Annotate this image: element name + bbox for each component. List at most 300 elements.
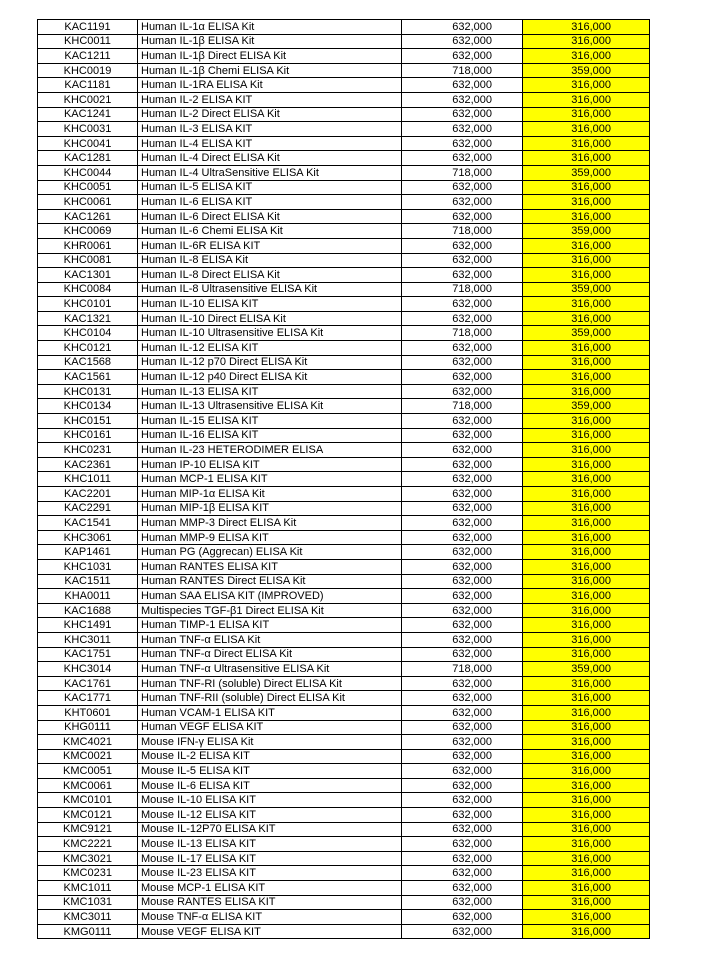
product-code-cell: KAC1688 xyxy=(38,603,138,618)
table-row xyxy=(38,749,650,764)
list-price-cell: 632,000 xyxy=(402,705,523,720)
table-row xyxy=(38,370,650,385)
product-code-cell: KAC1541 xyxy=(38,516,138,531)
table-row xyxy=(38,63,650,78)
product-name-cell: Human TNF-RI (soluble) Direct ELISA Kit xyxy=(138,676,402,691)
sale-price-cell: 316,000 xyxy=(523,311,650,326)
table-row xyxy=(38,808,650,823)
sale-price-cell: 316,000 xyxy=(523,530,650,545)
product-name-cell: Mouse IL-10 ELISA KIT xyxy=(138,793,402,808)
product-code-cell: KHC0041 xyxy=(38,136,138,151)
table-row xyxy=(38,311,650,326)
product-code-cell: KAP1461 xyxy=(38,545,138,560)
sale-price-cell: 316,000 xyxy=(523,632,650,647)
sale-price-cell: 359,000 xyxy=(523,282,650,297)
sale-price-cell: 316,000 xyxy=(523,516,650,531)
product-name-cell: Human MMP-3 Direct ELISA Kit xyxy=(138,516,402,531)
sale-price-cell: 316,000 xyxy=(523,574,650,589)
product-name-cell: Human IL-1α ELISA Kit xyxy=(138,20,402,35)
product-name-cell: Human IL-1RA ELISA Kit xyxy=(138,78,402,93)
sale-price-cell: 316,000 xyxy=(523,837,650,852)
table-row xyxy=(38,297,650,312)
table-row xyxy=(38,910,650,925)
sale-price-cell: 359,000 xyxy=(523,662,650,677)
sale-price-cell: 316,000 xyxy=(523,49,650,64)
table-row xyxy=(38,866,650,881)
table-row xyxy=(38,851,650,866)
price-table-body xyxy=(38,20,650,939)
sale-price-cell: 316,000 xyxy=(523,297,650,312)
product-name-cell: Human IL-2 Direct ELISA Kit xyxy=(138,107,402,122)
sale-price-cell: 316,000 xyxy=(523,735,650,750)
product-name-cell: Human TNF-α Ultrasensitive ELISA Kit xyxy=(138,662,402,677)
list-price-cell: 632,000 xyxy=(402,793,523,808)
product-name-cell: Human MIP-1α ELISA Kit xyxy=(138,487,402,502)
product-name-cell: Human TNF-RII (soluble) Direct ELISA Kit xyxy=(138,691,402,706)
table-row xyxy=(38,647,650,662)
list-price-cell: 632,000 xyxy=(402,895,523,910)
table-row xyxy=(38,501,650,516)
product-code-cell: KAC1761 xyxy=(38,676,138,691)
product-code-cell: KAC1211 xyxy=(38,49,138,64)
product-code-cell: KHC1031 xyxy=(38,559,138,574)
sale-price-cell: 316,000 xyxy=(523,851,650,866)
table-row xyxy=(38,268,650,283)
sale-price-cell: 316,000 xyxy=(523,122,650,137)
product-name-cell: Human VEGF ELISA KIT xyxy=(138,720,402,735)
list-price-cell: 632,000 xyxy=(402,180,523,195)
product-name-cell: Mouse IL-17 ELISA KIT xyxy=(138,851,402,866)
product-code-cell: KHC0101 xyxy=(38,297,138,312)
product-name-cell: Mouse IL-6 ELISA KIT xyxy=(138,778,402,793)
list-price-cell: 632,000 xyxy=(402,238,523,253)
product-code-cell: KHC0104 xyxy=(38,326,138,341)
product-code-cell: KMC1031 xyxy=(38,895,138,910)
product-name-cell: Human IL-13 Ultrasensitive ELISA Kit xyxy=(138,399,402,414)
product-code-cell: KHC0011 xyxy=(38,34,138,49)
product-name-cell: Human IL-5 ELISA KIT xyxy=(138,180,402,195)
list-price-cell: 632,000 xyxy=(402,589,523,604)
sale-price-cell: 316,000 xyxy=(523,749,650,764)
list-price-cell: 632,000 xyxy=(402,34,523,49)
list-price-cell: 632,000 xyxy=(402,632,523,647)
list-price-cell: 632,000 xyxy=(402,107,523,122)
sale-price-cell: 316,000 xyxy=(523,618,650,633)
list-price-cell: 632,000 xyxy=(402,297,523,312)
product-name-cell: Human RANTES ELISA KIT xyxy=(138,559,402,574)
list-price-cell: 632,000 xyxy=(402,268,523,283)
sale-price-cell: 316,000 xyxy=(523,34,650,49)
list-price-cell: 632,000 xyxy=(402,866,523,881)
product-code-cell: KHC3011 xyxy=(38,632,138,647)
list-price-cell: 632,000 xyxy=(402,530,523,545)
product-code-cell: KMG0111 xyxy=(38,924,138,939)
table-row xyxy=(38,253,650,268)
sale-price-cell: 316,000 xyxy=(523,355,650,370)
table-row xyxy=(38,778,650,793)
sale-price-cell: 316,000 xyxy=(523,895,650,910)
table-row xyxy=(38,355,650,370)
list-price-cell: 632,000 xyxy=(402,122,523,137)
product-name-cell: Human IP-10 ELISA KIT xyxy=(138,457,402,472)
product-name-cell: Human IL-6 Direct ELISA Kit xyxy=(138,209,402,224)
list-price-cell: 632,000 xyxy=(402,78,523,93)
list-price-cell: 632,000 xyxy=(402,370,523,385)
list-price-cell: 632,000 xyxy=(402,749,523,764)
product-name-cell: Mouse MCP-1 ELISA KIT xyxy=(138,881,402,896)
product-code-cell: KMC0121 xyxy=(38,808,138,823)
table-row xyxy=(38,516,650,531)
sale-price-cell: 316,000 xyxy=(523,253,650,268)
list-price-cell: 632,000 xyxy=(402,516,523,531)
product-code-cell: KMC0021 xyxy=(38,749,138,764)
product-name-cell: Mouse IL-23 ELISA KIT xyxy=(138,866,402,881)
sale-price-cell: 316,000 xyxy=(523,443,650,458)
product-name-cell: Human IL-10 ELISA KIT xyxy=(138,297,402,312)
price-table xyxy=(37,19,650,939)
table-row xyxy=(38,618,650,633)
product-code-cell: KHC0061 xyxy=(38,195,138,210)
sale-price-cell: 316,000 xyxy=(523,559,650,574)
product-code-cell: KAC1321 xyxy=(38,311,138,326)
product-code-cell: KHC0019 xyxy=(38,63,138,78)
sale-price-cell: 316,000 xyxy=(523,20,650,35)
sale-price-cell: 316,000 xyxy=(523,691,650,706)
list-price-cell: 718,000 xyxy=(402,224,523,239)
sale-price-cell: 359,000 xyxy=(523,399,650,414)
product-name-cell: Mouse IL-12 ELISA KIT xyxy=(138,808,402,823)
table-row xyxy=(38,764,650,779)
table-row xyxy=(38,49,650,64)
product-code-cell: KMC0061 xyxy=(38,778,138,793)
list-price-cell: 632,000 xyxy=(402,618,523,633)
table-row xyxy=(38,136,650,151)
table-row xyxy=(38,180,650,195)
list-price-cell: 632,000 xyxy=(402,487,523,502)
product-code-cell: KAC1751 xyxy=(38,647,138,662)
product-code-cell: KHC0044 xyxy=(38,165,138,180)
product-code-cell: KAC1281 xyxy=(38,151,138,166)
product-code-cell: KAC1261 xyxy=(38,209,138,224)
table-row xyxy=(38,443,650,458)
product-name-cell: Human IL-10 Ultrasensitive ELISA Kit xyxy=(138,326,402,341)
sale-price-cell: 316,000 xyxy=(523,808,650,823)
product-name-cell: Mouse IL-12P70 ELISA KIT xyxy=(138,822,402,837)
product-code-cell: KAC1241 xyxy=(38,107,138,122)
table-row xyxy=(38,691,650,706)
product-code-cell: KAC2361 xyxy=(38,457,138,472)
product-name-cell: Human IL-3 ELISA KIT xyxy=(138,122,402,137)
table-row xyxy=(38,122,650,137)
list-price-cell: 632,000 xyxy=(402,501,523,516)
sale-price-cell: 316,000 xyxy=(523,78,650,93)
product-name-cell: Mouse TNF-α ELISA KIT xyxy=(138,910,402,925)
table-row xyxy=(38,472,650,487)
list-price-cell: 632,000 xyxy=(402,851,523,866)
table-row xyxy=(38,924,650,939)
product-code-cell: KHC0031 xyxy=(38,122,138,137)
sale-price-cell: 359,000 xyxy=(523,224,650,239)
list-price-cell: 718,000 xyxy=(402,165,523,180)
product-name-cell: Human MCP-1 ELISA KIT xyxy=(138,472,402,487)
product-name-cell: Human IL-10 Direct ELISA Kit xyxy=(138,311,402,326)
table-row xyxy=(38,559,650,574)
table-row xyxy=(38,399,650,414)
product-name-cell: Mouse IL-2 ELISA KIT xyxy=(138,749,402,764)
product-name-cell: Multispecies TGF-β1 Direct ELISA Kit xyxy=(138,603,402,618)
table-row xyxy=(38,837,650,852)
sale-price-cell: 316,000 xyxy=(523,720,650,735)
list-price-cell: 632,000 xyxy=(402,837,523,852)
table-row xyxy=(38,195,650,210)
product-code-cell: KAC2291 xyxy=(38,501,138,516)
product-name-cell: Human IL-6R ELISA KIT xyxy=(138,238,402,253)
table-row xyxy=(38,282,650,297)
table-row xyxy=(38,574,650,589)
list-price-cell: 632,000 xyxy=(402,559,523,574)
product-code-cell: KAC1561 xyxy=(38,370,138,385)
sale-price-cell: 316,000 xyxy=(523,647,650,662)
sale-price-cell: 359,000 xyxy=(523,326,650,341)
table-row xyxy=(38,384,650,399)
sale-price-cell: 316,000 xyxy=(523,910,650,925)
table-row xyxy=(38,632,650,647)
product-name-cell: Mouse IL-13 ELISA KIT xyxy=(138,837,402,852)
table-row xyxy=(38,720,650,735)
sale-price-cell: 316,000 xyxy=(523,501,650,516)
list-price-cell: 632,000 xyxy=(402,136,523,151)
sale-price-cell: 316,000 xyxy=(523,136,650,151)
sale-price-cell: 316,000 xyxy=(523,881,650,896)
product-code-cell: KHC0161 xyxy=(38,428,138,443)
list-price-cell: 632,000 xyxy=(402,355,523,370)
list-price-cell: 632,000 xyxy=(402,808,523,823)
table-row xyxy=(38,326,650,341)
product-name-cell: Mouse IFN-γ ELISA Kit xyxy=(138,735,402,750)
table-row xyxy=(38,151,650,166)
product-code-cell: KHC0151 xyxy=(38,414,138,429)
list-price-cell: 718,000 xyxy=(402,326,523,341)
list-price-cell: 632,000 xyxy=(402,443,523,458)
table-row xyxy=(38,238,650,253)
product-name-cell: Human IL-13 ELISA KIT xyxy=(138,384,402,399)
product-name-cell: Human IL-4 ELISA KIT xyxy=(138,136,402,151)
sale-price-cell: 316,000 xyxy=(523,705,650,720)
product-name-cell: Human PG (Aggrecan) ELISA Kit xyxy=(138,545,402,560)
sale-price-cell: 316,000 xyxy=(523,545,650,560)
product-name-cell: Human TIMP-1 ELISA KIT xyxy=(138,618,402,633)
product-name-cell: Human IL-8 ELISA Kit xyxy=(138,253,402,268)
product-name-cell: Human IL-6 Chemi ELISA Kit xyxy=(138,224,402,239)
table-row xyxy=(38,895,650,910)
list-price-cell: 632,000 xyxy=(402,778,523,793)
product-code-cell: KHC0131 xyxy=(38,384,138,399)
list-price-cell: 632,000 xyxy=(402,209,523,224)
sale-price-cell: 359,000 xyxy=(523,63,650,78)
product-code-cell: KHC0069 xyxy=(38,224,138,239)
product-code-cell: KAC1191 xyxy=(38,20,138,35)
list-price-cell: 632,000 xyxy=(402,49,523,64)
sale-price-cell: 316,000 xyxy=(523,924,650,939)
product-name-cell: Human IL-23 HETERODIMER ELISA xyxy=(138,443,402,458)
product-name-cell: Human IL-16 ELISA KIT xyxy=(138,428,402,443)
list-price-cell: 632,000 xyxy=(402,414,523,429)
table-row xyxy=(38,341,650,356)
sale-price-cell: 316,000 xyxy=(523,589,650,604)
product-name-cell: Human IL-8 Ultrasensitive ELISA Kit xyxy=(138,282,402,297)
table-row xyxy=(38,165,650,180)
product-code-cell: KHC3061 xyxy=(38,530,138,545)
list-price-cell: 632,000 xyxy=(402,92,523,107)
sale-price-cell: 316,000 xyxy=(523,822,650,837)
table-row xyxy=(38,662,650,677)
product-name-cell: Human IL-12 p40 Direct ELISA Kit xyxy=(138,370,402,385)
product-code-cell: KAC1511 xyxy=(38,574,138,589)
product-code-cell: KMC4021 xyxy=(38,735,138,750)
sale-price-cell: 316,000 xyxy=(523,370,650,385)
table-row xyxy=(38,209,650,224)
table-row xyxy=(38,107,650,122)
product-code-cell: KMC0051 xyxy=(38,764,138,779)
sale-price-cell: 359,000 xyxy=(523,165,650,180)
product-code-cell: KHG0111 xyxy=(38,720,138,735)
table-row xyxy=(38,457,650,472)
sale-price-cell: 316,000 xyxy=(523,195,650,210)
product-name-cell: Human MIP-1β ELISA KIT xyxy=(138,501,402,516)
table-row xyxy=(38,530,650,545)
list-price-cell: 632,000 xyxy=(402,720,523,735)
product-code-cell: KMC3021 xyxy=(38,851,138,866)
product-name-cell: Human IL-4 UltraSensitive ELISA Kit xyxy=(138,165,402,180)
table-row xyxy=(38,92,650,107)
product-code-cell: KHC1011 xyxy=(38,472,138,487)
list-price-cell: 632,000 xyxy=(402,676,523,691)
table-row xyxy=(38,487,650,502)
product-name-cell: Human IL-1β Chemi ELISA Kit xyxy=(138,63,402,78)
list-price-cell: 632,000 xyxy=(402,603,523,618)
product-code-cell: KHC0231 xyxy=(38,443,138,458)
list-price-cell: 632,000 xyxy=(402,822,523,837)
product-code-cell: KHC0121 xyxy=(38,341,138,356)
product-name-cell: Human IL-15 ELISA KIT xyxy=(138,414,402,429)
product-name-cell: Human RANTES Direct ELISA Kit xyxy=(138,574,402,589)
table-row xyxy=(38,545,650,560)
list-price-cell: 632,000 xyxy=(402,924,523,939)
product-name-cell: Human IL-12 p70 Direct ELISA Kit xyxy=(138,355,402,370)
sale-price-cell: 316,000 xyxy=(523,457,650,472)
product-code-cell: KMC1011 xyxy=(38,881,138,896)
sale-price-cell: 316,000 xyxy=(523,676,650,691)
list-price-cell: 632,000 xyxy=(402,545,523,560)
product-name-cell: Human IL-8 Direct ELISA Kit xyxy=(138,268,402,283)
product-code-cell: KHC0021 xyxy=(38,92,138,107)
table-row xyxy=(38,20,650,35)
product-name-cell: Mouse RANTES ELISA KIT xyxy=(138,895,402,910)
product-code-cell: KMC2221 xyxy=(38,837,138,852)
sale-price-cell: 316,000 xyxy=(523,268,650,283)
product-code-cell: KAC2201 xyxy=(38,487,138,502)
sale-price-cell: 316,000 xyxy=(523,341,650,356)
list-price-cell: 718,000 xyxy=(402,662,523,677)
product-code-cell: KMC9121 xyxy=(38,822,138,837)
list-price-cell: 632,000 xyxy=(402,735,523,750)
product-code-cell: KAC1181 xyxy=(38,78,138,93)
product-name-cell: Mouse VEGF ELISA KIT xyxy=(138,924,402,939)
product-name-cell: Human IL-1β Direct ELISA Kit xyxy=(138,49,402,64)
product-code-cell: KHC0134 xyxy=(38,399,138,414)
sale-price-cell: 316,000 xyxy=(523,238,650,253)
product-code-cell: KHC0081 xyxy=(38,253,138,268)
product-code-cell: KHR0061 xyxy=(38,238,138,253)
list-price-cell: 632,000 xyxy=(402,691,523,706)
product-name-cell: Human SAA ELISA KIT (IMPROVED) xyxy=(138,589,402,604)
list-price-cell: 632,000 xyxy=(402,881,523,896)
table-row xyxy=(38,822,650,837)
product-code-cell: KHA0011 xyxy=(38,589,138,604)
table-row xyxy=(38,428,650,443)
product-code-cell: KAC1568 xyxy=(38,355,138,370)
product-code-cell: KMC3011 xyxy=(38,910,138,925)
list-price-cell: 632,000 xyxy=(402,384,523,399)
list-price-cell: 632,000 xyxy=(402,428,523,443)
product-code-cell: KAC1301 xyxy=(38,268,138,283)
sale-price-cell: 316,000 xyxy=(523,603,650,618)
sale-price-cell: 316,000 xyxy=(523,793,650,808)
product-code-cell: KMC0101 xyxy=(38,793,138,808)
table-row xyxy=(38,34,650,49)
product-name-cell: Human IL-2 ELISA KIT xyxy=(138,92,402,107)
product-name-cell: Human VCAM-1 ELISA KIT xyxy=(138,705,402,720)
sale-price-cell: 316,000 xyxy=(523,180,650,195)
list-price-cell: 632,000 xyxy=(402,764,523,779)
list-price-cell: 632,000 xyxy=(402,151,523,166)
product-code-cell: KHT0601 xyxy=(38,705,138,720)
list-price-cell: 632,000 xyxy=(402,647,523,662)
product-code-cell: KAC1771 xyxy=(38,691,138,706)
product-name-cell: Human IL-1β ELISA Kit xyxy=(138,34,402,49)
product-name-cell: Mouse IL-5 ELISA KIT xyxy=(138,764,402,779)
table-row xyxy=(38,78,650,93)
product-name-cell: Human IL-4 Direct ELISA Kit xyxy=(138,151,402,166)
table-row xyxy=(38,414,650,429)
list-price-cell: 718,000 xyxy=(402,399,523,414)
table-row xyxy=(38,676,650,691)
sale-price-cell: 316,000 xyxy=(523,764,650,779)
list-price-cell: 718,000 xyxy=(402,63,523,78)
table-row xyxy=(38,705,650,720)
table-row xyxy=(38,793,650,808)
table-row xyxy=(38,735,650,750)
table-row xyxy=(38,881,650,896)
table-row xyxy=(38,603,650,618)
product-code-cell: KHC0051 xyxy=(38,180,138,195)
list-price-cell: 632,000 xyxy=(402,253,523,268)
product-name-cell: Human MMP-9 ELISA KIT xyxy=(138,530,402,545)
list-price-cell: 632,000 xyxy=(402,20,523,35)
sale-price-cell: 316,000 xyxy=(523,151,650,166)
list-price-cell: 632,000 xyxy=(402,195,523,210)
list-price-cell: 632,000 xyxy=(402,472,523,487)
list-price-cell: 632,000 xyxy=(402,341,523,356)
list-price-cell: 632,000 xyxy=(402,910,523,925)
list-price-cell: 718,000 xyxy=(402,282,523,297)
product-code-cell: KHC0084 xyxy=(38,282,138,297)
sale-price-cell: 316,000 xyxy=(523,472,650,487)
list-price-cell: 632,000 xyxy=(402,457,523,472)
product-name-cell: Human TNF-α Direct ELISA Kit xyxy=(138,647,402,662)
table-row xyxy=(38,589,650,604)
sale-price-cell: 316,000 xyxy=(523,414,650,429)
